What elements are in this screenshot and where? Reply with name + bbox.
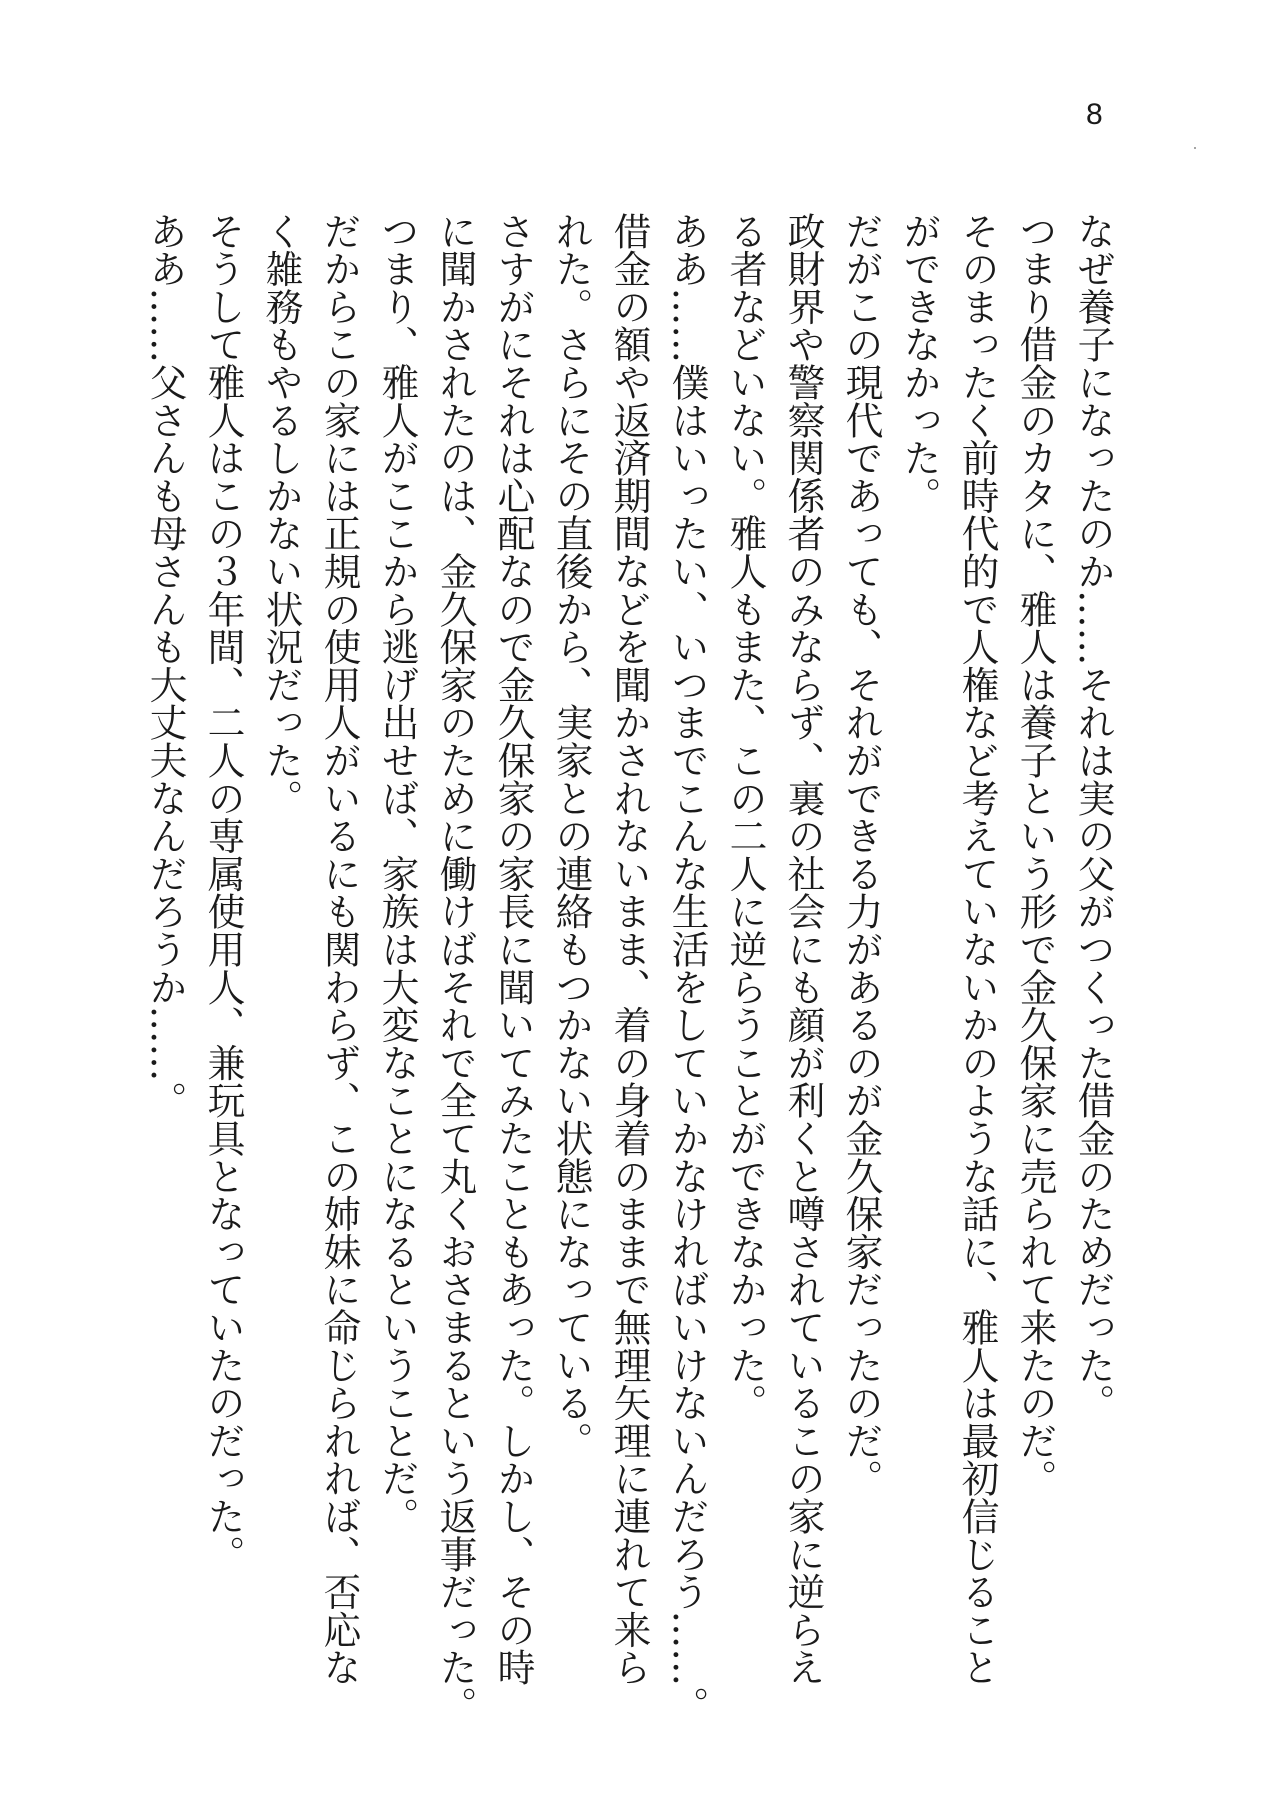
- text-column: だからこの家には正規の使用人がいるにも関わらず、この姉妹に命じられれば、否応な: [317, 212, 361, 1687]
- text-column: ができなかった。: [897, 212, 941, 515]
- page-number: 8: [1086, 98, 1103, 131]
- text-column: に聞かされたのは、金久保家のために働けばそれで全て丸くおさまるという返事だった。: [433, 212, 477, 1724]
- text-column: つまり借金のカタに、雅人は養子という形で金久保家に売られて来たのだ。: [1013, 212, 1057, 1498]
- text-column: ああ……父さんも母さんも大丈夫なんだろうか……。: [143, 212, 187, 1120]
- text-column: れた。さらにその直後から、実家との連絡もつかない状態になっている。: [549, 212, 593, 1460]
- text-column: ああ……僕はいったい、いつまでこんな生活をしていかなければいけないんだろう……。: [665, 212, 709, 1724]
- text-column: そうして雅人はこの３年間、二人の専属使用人、兼玩具となっていたのだった。: [201, 212, 245, 1573]
- scan-speck: [1194, 147, 1196, 149]
- text-column: く雑務もやるしかない状況だった。: [259, 212, 303, 817]
- text-column: 政財界や警察関係者のみならず、裏の社会にも顔が利くと噂されているこの家に逆らえ: [781, 212, 825, 1687]
- text-column: つまり、雅人がここから逃げ出せば、家族は大変なことになるということだ。: [375, 212, 419, 1535]
- text-column: 借金の額や返済期間などを聞かされないまま、着の身着のままで無理矢理に連れて来ら: [607, 212, 651, 1687]
- text-column: なぜ養子になったのか……それは実の父がつくった借金のためだった。: [1071, 212, 1115, 1422]
- vertical-body-text: [136, 212, 1122, 1732]
- text-column: そのまったく前時代的で人権など考えていないかのような話に、雅人は最初信じること: [955, 212, 999, 1687]
- text-column: だがこの現代であっても、それができる力があるのが金久保家だったのだ。: [839, 212, 883, 1498]
- text-column: る者などいない。雅人もまた、この二人に逆らうことができなかった。: [723, 212, 767, 1422]
- text-column: さすがにそれは心配なので金久保家の家長に聞いてみたこともあった。しかし、その時: [491, 212, 535, 1687]
